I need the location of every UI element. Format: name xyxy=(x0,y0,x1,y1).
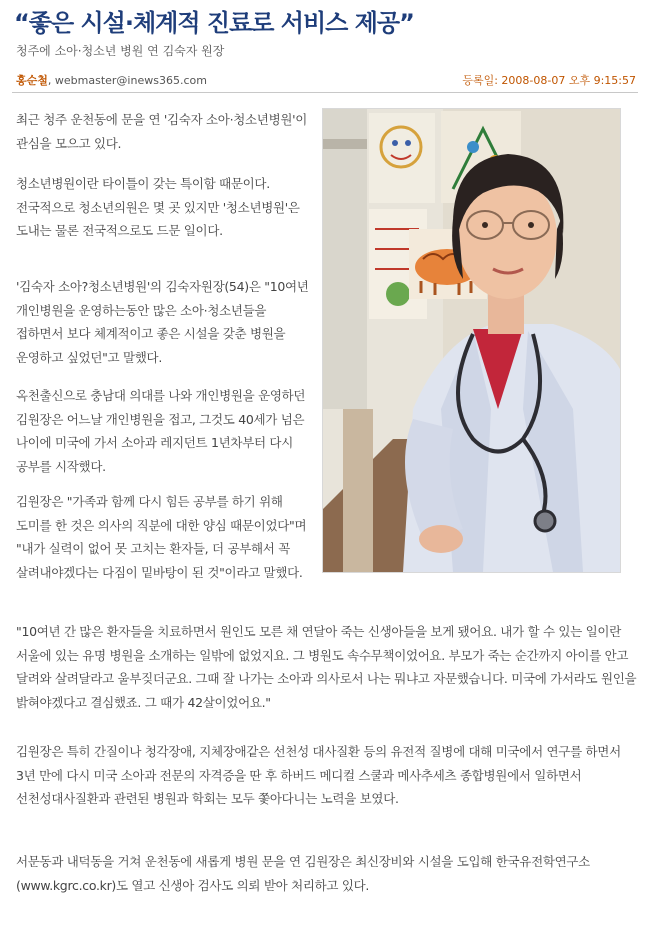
article-subhead: 청주에 소아·청소년 병원 연 김숙자 원장 xyxy=(16,44,225,58)
article-paragraph: 최근 청주 운천동에 문을 연 '김숙자 소아·청소년병원'이 관심을 모으고 있다. xyxy=(16,112,308,151)
article-paragraph: 청소년병원이란 타이틀이 갖는 특이함 때문이다. 전국적으로 청소년의원은 몇 곳 있지만 '청소년병원'은 도내는 물론 전국적으로도 드문 일이다. xyxy=(16,176,300,238)
publish-date: 등록일: 2008-08-07 오후 9:15:57 xyxy=(462,74,636,87)
article-paragraph: 김원장은 "가족과 함께 다시 힘든 공부를 하기 위해 도미를 한 것은 의사의 직분에 대한 양심 때문이었다"며 "내가 실력이 없어 못 고치는 환자들, 더 공부해서 꼭 살려내야겠다는 다짐이 밑바탕이 된 것"이라고 말했다. xyxy=(16,494,307,580)
article-paragraph: "10여년 간 많은 환자들을 치료하면서 원인도 모른 채 연달아 죽는 신생아들을 보게 됐어요. 내가 할 수 있는 일이란 서울에 있는 유명 병원을 소개하는 일밖에 없었지요. 그 병원도 속수무책이었어요. 부모가 죽는 순간까지 아이를 안고 달려와 살려달라고 울부짖더군요. 그때 잘 나가는 소아과 의사로서 나는 뭐냐고 자문했습니다. 미국에 가서라도 원인을 밝혀야겠다고 결심했죠. 그 때가 42살이었어요." xyxy=(16,624,637,710)
author-email[interactable]: webmaster@inews365.com xyxy=(54,74,207,87)
article-photo xyxy=(322,108,621,573)
author-name: 홍순철 xyxy=(16,74,48,87)
article-paragraph: '김숙자 소아?청소년병원'의 김숙자원장(54)은 "10여년 개인병원을 운영하는동안 많은 소아·청소년들을 접하면서 보다 체계적이고 좋은 시설을 갖춘 병원을 운영하고 싶었던"고 말했다. xyxy=(16,279,309,365)
meta-separator: , xyxy=(47,74,55,87)
article-meta xyxy=(16,72,636,88)
article-paragraph: 서문동과 내덕동을 거쳐 운천동에 새롭게 병원 문을 연 김원장은 최신장비와 시설을 도입해 한국유전학연구소(www.kgrc.co.kr)도 열고 신생아 검사도 의뢰 받아 처리하고 있다. xyxy=(16,854,590,893)
article-paragraph: 김원장은 특히 간질이나 청각장애, 지체장애같은 선천성 대사질환 등의 유전적 질병에 대해 미국에서 연구를 하면서 3년 만에 다시 미국 소아과 전문의 자격증을 딴 후 하버드 메디컬 스쿨과 메사추세츠 종합병원에서 일하면서 선천성대사질환과 관련된 병원과 학회는 모두 쫓아다니는 노력을 보였다. xyxy=(16,744,621,806)
header-divider xyxy=(12,92,638,93)
article-paragraph: 옥천출신으로 충남대 의대를 나와 개인병원을 운영하던 김원장은 어느날 개인병원을 접고, 그것도 40세가 넘은 나이에 미국에 가서 소아과 레지던트 1년차부터 다시 공부를 시작했다. xyxy=(16,388,306,474)
article-headline: “좋은 시설·체계적 진료로 서비스 제공” xyxy=(14,9,414,37)
